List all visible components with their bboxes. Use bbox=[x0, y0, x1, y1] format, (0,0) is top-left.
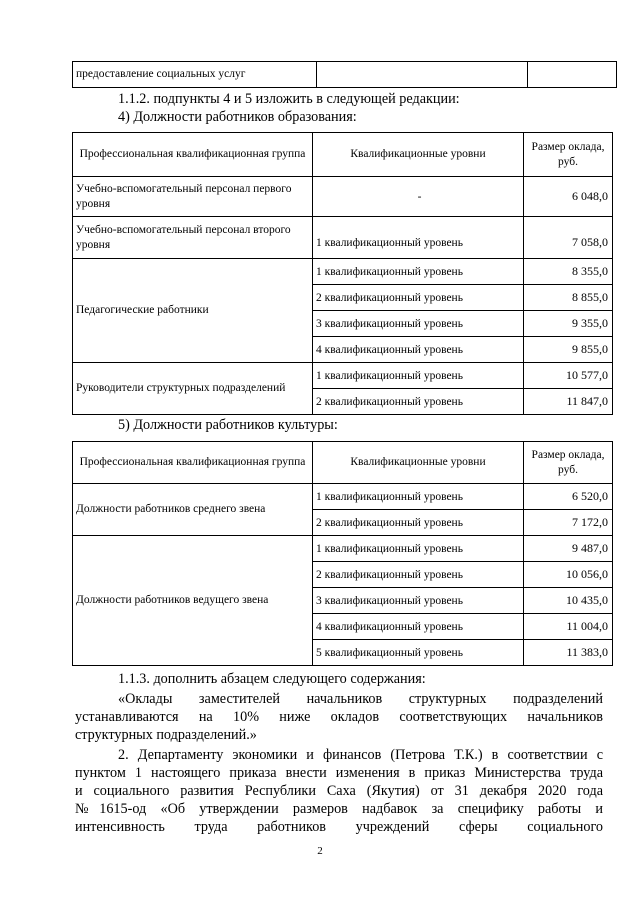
continued-table bbox=[72, 61, 617, 88]
level-cell: 2 квалификационный уровень bbox=[313, 510, 524, 536]
header-levels: Квалификационные уровни bbox=[313, 133, 524, 177]
salary-cell: 8 855,0 bbox=[524, 285, 613, 311]
header-group: Профессиональная квалификационная группа bbox=[73, 133, 313, 177]
quote-line: устанавливаются на 10% ниже окладов соответствующих начальников bbox=[75, 709, 603, 725]
salary-cell: 11 004,0 bbox=[524, 614, 613, 640]
quote-line: структурных подразделений.» bbox=[75, 727, 257, 743]
heading-culture: 5) Должности работников культуры: bbox=[118, 417, 338, 433]
level-cell: 2 квалификационный уровень bbox=[313, 389, 524, 415]
level-cell: 1 квалификационный уровень bbox=[313, 536, 524, 562]
education-table bbox=[72, 132, 613, 415]
group-name: Должности работников ведущего звена bbox=[73, 536, 313, 666]
culture-table bbox=[72, 441, 613, 666]
header-salary: Размер оклада, руб. bbox=[524, 442, 613, 484]
level-cell: 4 квалификационный уровень bbox=[313, 337, 524, 363]
salary-cell: 7 172,0 bbox=[524, 510, 613, 536]
level-cell: 1 квалификационный уровень bbox=[313, 363, 524, 389]
salary-cell: 8 355,0 bbox=[524, 259, 613, 285]
paragraph-2-line: и социального развития Республики Саха (Якутия) от 31 декабря 2020 года bbox=[75, 783, 603, 799]
salary-cell: 11 383,0 bbox=[524, 640, 613, 666]
salary-cell: 9 355,0 bbox=[524, 311, 613, 337]
quote-line: «Оклады заместителей начальников структурных подразделений bbox=[118, 691, 603, 707]
paragraph-1-1-3: 1.1.3. дополнить абзацем следующего содержания: bbox=[118, 671, 426, 687]
paragraph-2-line: интенсивность труда работников учреждений сферы социального bbox=[75, 819, 603, 835]
salary-cell: 6 048,0 bbox=[524, 177, 613, 217]
header-levels: Квалификационные уровни bbox=[313, 442, 524, 484]
salary-cell: 10 435,0 bbox=[524, 588, 613, 614]
salary-cell: 9 855,0 bbox=[524, 337, 613, 363]
level-cell: 3 квалификационный уровень bbox=[313, 588, 524, 614]
paragraph-2-line: пунктом 1 настоящего приказа внести изменения в приказ Министерства труда bbox=[75, 765, 603, 781]
table-cell-empty bbox=[317, 62, 528, 88]
table-cell-label: предоставление социальных услуг bbox=[73, 62, 317, 88]
level-cell: - bbox=[313, 177, 524, 217]
salary-cell: 9 487,0 bbox=[524, 536, 613, 562]
level-cell: 2 квалификационный уровень bbox=[313, 285, 524, 311]
group-name: Учебно-вспомогательный персонал первого уровня bbox=[73, 177, 313, 217]
level-cell: 1 квалификационный уровень bbox=[313, 259, 524, 285]
level-cell: 2 квалификационный уровень bbox=[313, 562, 524, 588]
heading-education: 4) Должности работников образования: bbox=[118, 109, 357, 125]
level-cell: 4 квалификационный уровень bbox=[313, 614, 524, 640]
salary-cell: 11 847,0 bbox=[524, 389, 613, 415]
paragraph-1-1-2: 1.1.2. подпункты 4 и 5 изложить в следующей редакции: bbox=[118, 91, 460, 107]
level-cell: 5 квалификационный уровень bbox=[313, 640, 524, 666]
paragraph-2-line: 2. Департаменту экономики и финансов (Петрова Т.К.) в соответствии с bbox=[118, 747, 603, 763]
group-name: Педагогические работники bbox=[73, 259, 313, 363]
salary-cell: 6 520,0 bbox=[524, 484, 613, 510]
table-cell-empty bbox=[528, 62, 617, 88]
level-cell: 1 квалификационный уровень bbox=[313, 484, 524, 510]
level-cell: 3 квалификационный уровень bbox=[313, 311, 524, 337]
header-group: Профессиональная квалификационная группа bbox=[73, 442, 313, 484]
group-name: Руководители структурных подразделений bbox=[73, 363, 313, 415]
salary-cell: 10 577,0 bbox=[524, 363, 613, 389]
page-number: 2 bbox=[317, 845, 323, 857]
salary-cell: 7 058,0 bbox=[524, 217, 613, 259]
group-name: Учебно-вспомогательный персонал второго уровня bbox=[73, 217, 313, 259]
paragraph-2-line: №1615-од «Об утверждении размеров надбавок за специфику работы и bbox=[75, 801, 603, 817]
group-name: Должности работников среднего звена bbox=[73, 484, 313, 536]
salary-cell: 10 056,0 bbox=[524, 562, 613, 588]
level-cell: 1 квалификационный уровень bbox=[313, 217, 524, 259]
header-salary: Размер оклада, руб. bbox=[524, 133, 613, 177]
